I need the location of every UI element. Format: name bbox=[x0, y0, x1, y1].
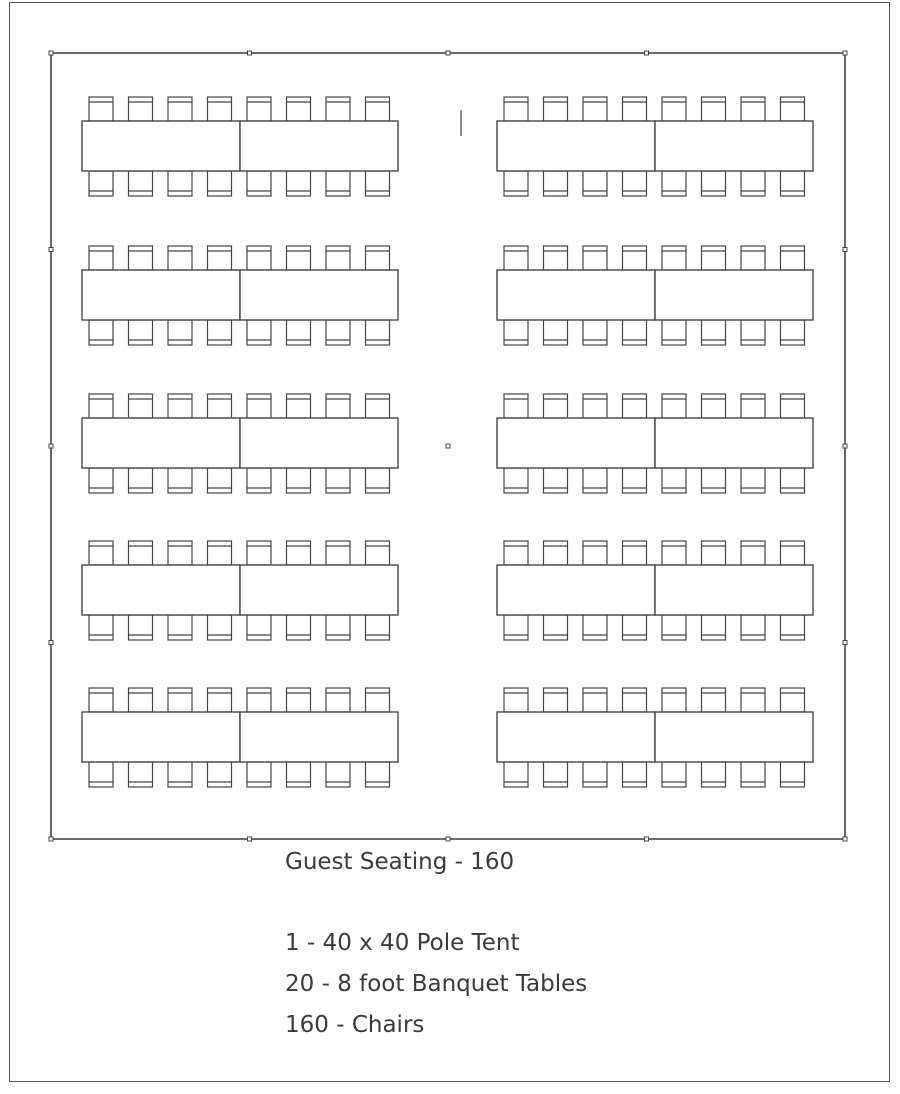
chair bbox=[208, 541, 232, 565]
chair bbox=[247, 468, 271, 493]
chair bbox=[326, 97, 350, 121]
chair bbox=[623, 468, 647, 493]
chair bbox=[89, 320, 113, 345]
chair bbox=[366, 541, 390, 565]
chair bbox=[583, 97, 607, 121]
chair bbox=[702, 394, 726, 418]
chair bbox=[89, 688, 113, 712]
chair bbox=[702, 541, 726, 565]
chair bbox=[366, 246, 390, 270]
chair bbox=[168, 320, 192, 345]
chair bbox=[168, 246, 192, 270]
chair bbox=[544, 171, 568, 196]
chair bbox=[129, 171, 153, 196]
chair bbox=[326, 688, 350, 712]
chair bbox=[247, 762, 271, 787]
banquet-table bbox=[240, 270, 398, 320]
chair bbox=[129, 246, 153, 270]
chair bbox=[247, 246, 271, 270]
chair bbox=[781, 97, 805, 121]
chair bbox=[702, 615, 726, 640]
chair bbox=[583, 171, 607, 196]
tent-pole bbox=[248, 51, 252, 55]
chair bbox=[583, 320, 607, 345]
chair bbox=[168, 468, 192, 493]
chair bbox=[781, 468, 805, 493]
chair bbox=[702, 688, 726, 712]
tent-pole bbox=[446, 51, 450, 55]
chair bbox=[781, 246, 805, 270]
chair bbox=[741, 688, 765, 712]
chair bbox=[662, 541, 686, 565]
chair bbox=[287, 320, 311, 345]
chair bbox=[208, 171, 232, 196]
chair bbox=[247, 615, 271, 640]
banquet-table bbox=[240, 712, 398, 762]
chair bbox=[366, 97, 390, 121]
chair bbox=[781, 320, 805, 345]
chair bbox=[544, 97, 568, 121]
chair bbox=[326, 246, 350, 270]
chair bbox=[287, 541, 311, 565]
chair bbox=[702, 246, 726, 270]
chair bbox=[208, 320, 232, 345]
chair bbox=[129, 320, 153, 345]
chair bbox=[168, 394, 192, 418]
chair bbox=[129, 541, 153, 565]
chair bbox=[741, 762, 765, 787]
chair bbox=[326, 541, 350, 565]
chair bbox=[366, 615, 390, 640]
chair bbox=[623, 541, 647, 565]
chair bbox=[741, 541, 765, 565]
chair bbox=[89, 246, 113, 270]
chair bbox=[623, 171, 647, 196]
chair bbox=[504, 688, 528, 712]
banquet-table bbox=[497, 418, 655, 468]
chair bbox=[781, 171, 805, 196]
chair bbox=[781, 762, 805, 787]
chair bbox=[662, 246, 686, 270]
tent-pole bbox=[49, 51, 53, 55]
chair bbox=[504, 246, 528, 270]
chair bbox=[247, 394, 271, 418]
chair bbox=[366, 320, 390, 345]
chair bbox=[168, 541, 192, 565]
chair bbox=[504, 468, 528, 493]
tables-item: 20 - 8 foot Banquet Tables bbox=[285, 971, 588, 997]
banquet-table bbox=[240, 565, 398, 615]
chair bbox=[623, 394, 647, 418]
tent-pole bbox=[49, 837, 53, 841]
banquet-table bbox=[82, 565, 240, 615]
chairs-item: 160 - Chairs bbox=[285, 1012, 425, 1038]
banquet-table bbox=[655, 121, 813, 171]
chair bbox=[287, 394, 311, 418]
banquet-table bbox=[497, 565, 655, 615]
chair bbox=[129, 688, 153, 712]
chair bbox=[208, 246, 232, 270]
chair bbox=[702, 468, 726, 493]
chair bbox=[702, 171, 726, 196]
chair bbox=[287, 171, 311, 196]
chair bbox=[702, 97, 726, 121]
chair bbox=[702, 762, 726, 787]
chair bbox=[208, 394, 232, 418]
chair bbox=[662, 688, 686, 712]
chair bbox=[544, 688, 568, 712]
banquet-table bbox=[497, 270, 655, 320]
chair bbox=[247, 171, 271, 196]
chair bbox=[662, 394, 686, 418]
banquet-table bbox=[655, 270, 813, 320]
chair bbox=[366, 468, 390, 493]
chair bbox=[741, 615, 765, 640]
tent-pole bbox=[446, 444, 450, 448]
tent-pole bbox=[248, 837, 252, 841]
chair bbox=[208, 615, 232, 640]
chair bbox=[504, 762, 528, 787]
banquet-table bbox=[497, 121, 655, 171]
chair bbox=[741, 320, 765, 345]
chair bbox=[662, 468, 686, 493]
chair bbox=[544, 615, 568, 640]
chair bbox=[366, 171, 390, 196]
chair bbox=[366, 394, 390, 418]
chair bbox=[662, 171, 686, 196]
chair bbox=[623, 688, 647, 712]
chair bbox=[781, 541, 805, 565]
guest-seating-caption: Guest Seating - 160 bbox=[285, 849, 515, 875]
chair bbox=[287, 615, 311, 640]
chair bbox=[781, 615, 805, 640]
chair bbox=[741, 394, 765, 418]
chair bbox=[504, 615, 528, 640]
chair bbox=[583, 394, 607, 418]
chair bbox=[504, 541, 528, 565]
chair bbox=[168, 615, 192, 640]
chair bbox=[623, 762, 647, 787]
chair bbox=[129, 615, 153, 640]
chair bbox=[326, 468, 350, 493]
tent-pole bbox=[49, 641, 53, 645]
chair bbox=[504, 171, 528, 196]
tent-pole bbox=[446, 837, 450, 841]
chair bbox=[129, 394, 153, 418]
banquet-table bbox=[655, 565, 813, 615]
chair bbox=[662, 97, 686, 121]
chair bbox=[326, 762, 350, 787]
chair bbox=[662, 762, 686, 787]
chair bbox=[326, 320, 350, 345]
chair bbox=[89, 97, 113, 121]
chair bbox=[89, 171, 113, 196]
chair bbox=[504, 394, 528, 418]
banquet-table bbox=[82, 418, 240, 468]
chair bbox=[623, 97, 647, 121]
tent-pole bbox=[843, 641, 847, 645]
chair bbox=[326, 394, 350, 418]
chair bbox=[208, 468, 232, 493]
tent-pole bbox=[843, 248, 847, 252]
chair bbox=[544, 468, 568, 493]
chair bbox=[287, 97, 311, 121]
chair bbox=[326, 615, 350, 640]
chair bbox=[583, 615, 607, 640]
chair bbox=[89, 468, 113, 493]
chair bbox=[504, 97, 528, 121]
chair bbox=[544, 320, 568, 345]
chair bbox=[89, 394, 113, 418]
chair bbox=[208, 688, 232, 712]
chair bbox=[741, 97, 765, 121]
chair bbox=[544, 246, 568, 270]
chair bbox=[208, 97, 232, 121]
chair bbox=[89, 762, 113, 787]
banquet-table bbox=[655, 418, 813, 468]
chair bbox=[326, 171, 350, 196]
chair bbox=[247, 320, 271, 345]
chair bbox=[129, 97, 153, 121]
chair bbox=[366, 688, 390, 712]
banquet-table bbox=[82, 712, 240, 762]
chair bbox=[583, 246, 607, 270]
chair bbox=[623, 246, 647, 270]
chair bbox=[129, 468, 153, 493]
chair bbox=[89, 615, 113, 640]
chair bbox=[781, 688, 805, 712]
chair bbox=[287, 688, 311, 712]
tent-pole bbox=[843, 837, 847, 841]
chair bbox=[741, 246, 765, 270]
chair bbox=[287, 468, 311, 493]
tent-item: 1 - 40 x 40 Pole Tent bbox=[285, 930, 520, 956]
chair bbox=[504, 320, 528, 345]
chair bbox=[583, 688, 607, 712]
tent-pole bbox=[49, 444, 53, 448]
chair bbox=[623, 615, 647, 640]
chair bbox=[168, 171, 192, 196]
chair bbox=[623, 320, 647, 345]
chair bbox=[247, 688, 271, 712]
chair bbox=[544, 541, 568, 565]
chair bbox=[287, 246, 311, 270]
chair bbox=[247, 541, 271, 565]
tent-pole bbox=[49, 248, 53, 252]
chair bbox=[544, 394, 568, 418]
banquet-table bbox=[497, 712, 655, 762]
chair bbox=[583, 762, 607, 787]
tent-pole bbox=[645, 837, 649, 841]
chair bbox=[287, 762, 311, 787]
tent-pole bbox=[843, 444, 847, 448]
banquet-table bbox=[82, 121, 240, 171]
chair bbox=[544, 762, 568, 787]
chair bbox=[583, 541, 607, 565]
chair bbox=[129, 762, 153, 787]
banquet-table bbox=[240, 418, 398, 468]
banquet-table bbox=[655, 712, 813, 762]
banquet-table bbox=[82, 270, 240, 320]
chair bbox=[781, 394, 805, 418]
chair bbox=[702, 320, 726, 345]
chair bbox=[168, 688, 192, 712]
chair bbox=[247, 97, 271, 121]
chair bbox=[662, 320, 686, 345]
chair bbox=[168, 97, 192, 121]
chair bbox=[583, 468, 607, 493]
tent-pole bbox=[843, 51, 847, 55]
chair bbox=[89, 541, 113, 565]
chair bbox=[741, 468, 765, 493]
banquet-table bbox=[240, 121, 398, 171]
chair bbox=[208, 762, 232, 787]
tent-pole bbox=[645, 51, 649, 55]
chair bbox=[741, 171, 765, 196]
chair bbox=[662, 615, 686, 640]
chair bbox=[366, 762, 390, 787]
chair bbox=[168, 762, 192, 787]
